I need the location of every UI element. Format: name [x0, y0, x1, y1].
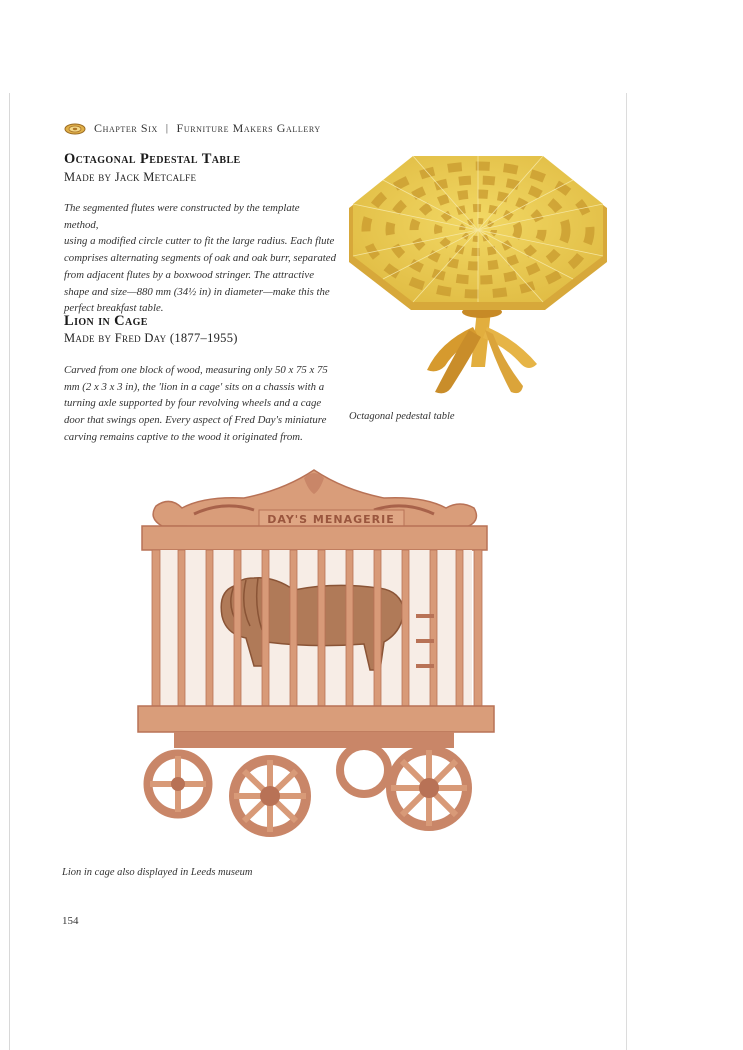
cage-caption: Lion in cage also displayed in Leeds museum — [62, 867, 253, 878]
table-photo — [345, 152, 620, 407]
body-line: door that swings open. Every aspect of Fred Day's miniature — [64, 414, 327, 427]
body-line: mm (2 x 3 x 3 in), the 'lion in a cage' sits on a chassis with a — [64, 380, 325, 393]
menagerie-sign: DAY'S MENAGERIE — [267, 513, 395, 526]
body-line: The segmented flutes were constructed by the template method, — [64, 202, 300, 231]
body-line: perfect breakfast table. — [64, 302, 164, 315]
running-header — [64, 121, 321, 136]
section-label: Furniture Makers Gallery — [176, 121, 321, 135]
body-line: comprises alternating segments of oak and oak burr, separated — [64, 252, 336, 265]
article-body-lion — [64, 362, 344, 446]
article-title-table: Octagonal Pedestal Table — [64, 151, 241, 167]
article-body-table — [64, 200, 336, 317]
body-line: Carved from one block of wood, measuring only 50 x 75 x 75 — [64, 364, 328, 376]
body-line: turning axle supported by four revolving wheels and a cage — [64, 397, 322, 410]
top-margin — [0, 0, 743, 93]
article-title-lion: Lion in Cage — [64, 313, 148, 329]
page-number: 154 — [62, 915, 79, 927]
header-separator: | — [165, 123, 169, 134]
body-line: from adjacent flutes by a boxwood stringer. The attractive — [64, 268, 314, 281]
rosette-icon — [64, 123, 86, 135]
article-maker-table: Made by Jack Metcalfe — [64, 170, 197, 184]
body-line: shape and size—880 mm (34½ in) in diameter—make this the — [64, 285, 330, 298]
article-maker-lion: Made by Fred Day (1877–1955) — [64, 331, 238, 345]
table-caption: Octagonal pedestal table — [349, 411, 455, 422]
body-line: using a modified circle cutter to fit the large radius. Each flute — [64, 235, 335, 248]
chapter-label: Chapter Six — [94, 121, 158, 135]
body-line: carving remains captive to the wood it originated from. — [64, 430, 303, 443]
lion-cage-photo — [134, 466, 499, 856]
